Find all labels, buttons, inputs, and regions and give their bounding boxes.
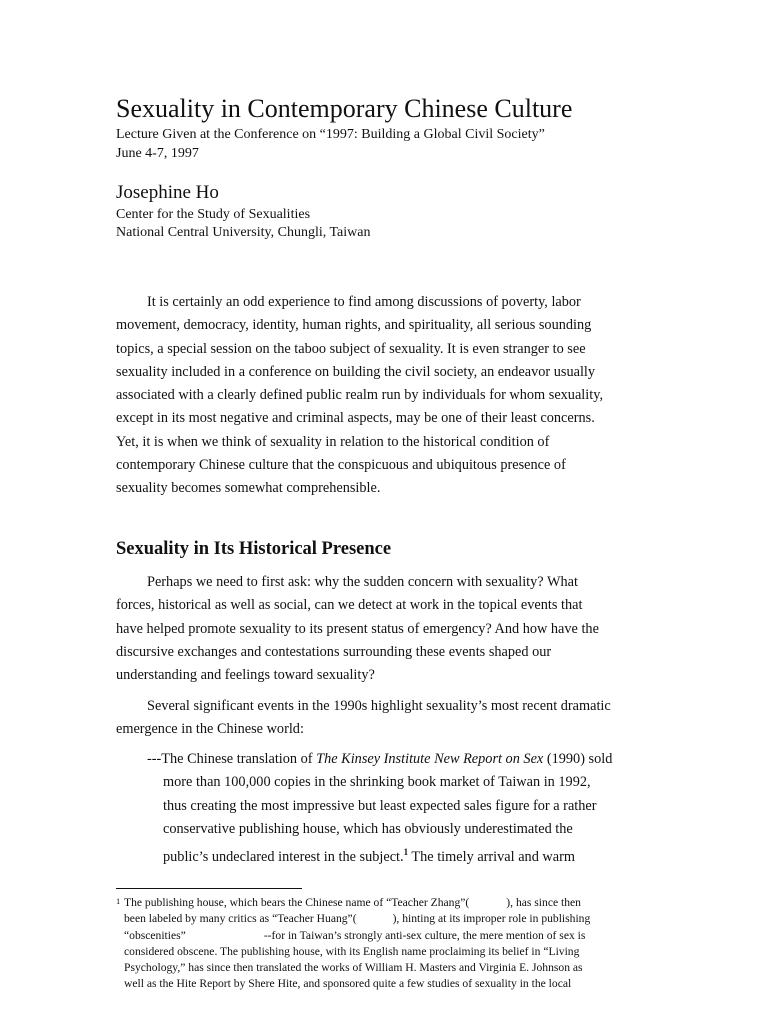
text-line: sexuality becomes somewhat comprehensible. (116, 480, 381, 497)
text-line: Several significant events in the 1990s highlight sexuality’s most recent dramatic (147, 698, 611, 714)
footnote-reference[interactable]: 1 (403, 847, 409, 858)
text-segment: --for in Taiwan’s strongly anti-sex culture, the mere mention of sex is (263, 928, 586, 942)
text-line: topics, a special session on the taboo subject of sexuality. It is even stranger to see (116, 340, 586, 357)
text-segment: ), has since then (506, 896, 581, 909)
text-line: Yet, it is when we think of sexuality in relation to the historical condition of (116, 433, 550, 450)
text-line: forces, historical as well as social, can we detect at work in the topical events that (116, 597, 583, 614)
footnote-line (116, 911, 656, 927)
footnote-divider (116, 888, 302, 889)
footnote-line (116, 928, 656, 944)
footnote-line: well as the Hite Report by Shere Hite, and sponsored quite a few studies of sexuality in the local (124, 977, 572, 991)
text-line: contemporary Chinese culture that the conspicuous and ubiquitous presence of (116, 457, 566, 474)
footnote-line: considered obscene. The publishing house, with its English name proclaiming its belief in “Living (124, 944, 580, 958)
section-paragraph-1 (116, 571, 656, 687)
book-title: The Kinsey Institute New Report on Sex (316, 751, 544, 767)
footnote-line: Psychology,” has since then translated the works of William H. Masters and Virginia E. Johnson as (124, 961, 583, 975)
conference-dates: June 4-7, 1997 (116, 146, 199, 161)
text-line: except in its most negative and criminal aspects, may be one of their least concerns. (116, 410, 595, 427)
text-segment: ), hinting at its improper role in publishing (392, 912, 591, 926)
text-line: have helped promote sexuality to its present status of emergency? And how have the (116, 620, 599, 637)
list-item-prefix: ---The Chinese translation of (147, 751, 317, 767)
text-line: discursive exchanges and contestations surrounding these events shaped our (116, 643, 552, 660)
list-item-first-line (116, 748, 656, 771)
text-line: thus creating the most impressive but least expected sales figure for a rather (163, 797, 597, 814)
text-line: movement, democracy, identity, human rights, and spirituality, all serious sounding (116, 317, 592, 334)
text-segment: The timely arrival and warm (408, 849, 575, 866)
text-line: It is certainly an odd experience to find among discussions of poverty, labor (147, 294, 581, 310)
event-list-item (116, 748, 656, 864)
text-line: conservative publishing house, which has obviously underestimated the (163, 820, 573, 837)
affiliation-center: Center for the Study of Sexualities (116, 207, 311, 222)
text-line: more than 100,000 copies in the shrinking book market of Taiwan in 1992, (163, 774, 591, 791)
footnote-line (116, 895, 656, 911)
section-heading: Sexuality in Its Historical Presence (116, 539, 392, 559)
text-segment: public’s undeclared interest in the subject. (163, 849, 404, 866)
text-line: sexuality included in a conference on building the civil society, an endeavor usually (116, 363, 596, 380)
affiliation-university: National Central University, Chungli, Taiwan (116, 225, 371, 240)
text-line: Perhaps we need to first ask: why the sudden concern with sexuality? What (147, 574, 578, 590)
text-line: emergence in the Chinese world: (116, 721, 304, 738)
section-paragraph-2 (116, 695, 656, 742)
document-title: Sexuality in Contemporary Chinese Culture (116, 94, 573, 123)
lecture-subtitle: Lecture Given at the Conference on “1997: Building a Global Civil Society” (116, 127, 545, 142)
text-segment: been labeled by many critics as “Teacher Huang”( (124, 912, 357, 926)
footnote (116, 895, 656, 993)
list-item-last-line (116, 841, 656, 864)
intro-paragraph (116, 291, 656, 501)
footnote-number: 1 (116, 896, 121, 906)
text-line: understanding and feelings toward sexuality? (116, 667, 375, 684)
list-item-suffix: (1990) sold (543, 751, 613, 767)
text-segment: “obscenities” (124, 928, 186, 942)
text-line: associated with a clearly defined public realm run by individuals for whom sexuality, (116, 387, 604, 404)
author-name: Josephine Ho (116, 182, 219, 203)
text-segment: The publishing house, which bears the Chinese name of “Teacher Zhang”( (124, 896, 470, 909)
